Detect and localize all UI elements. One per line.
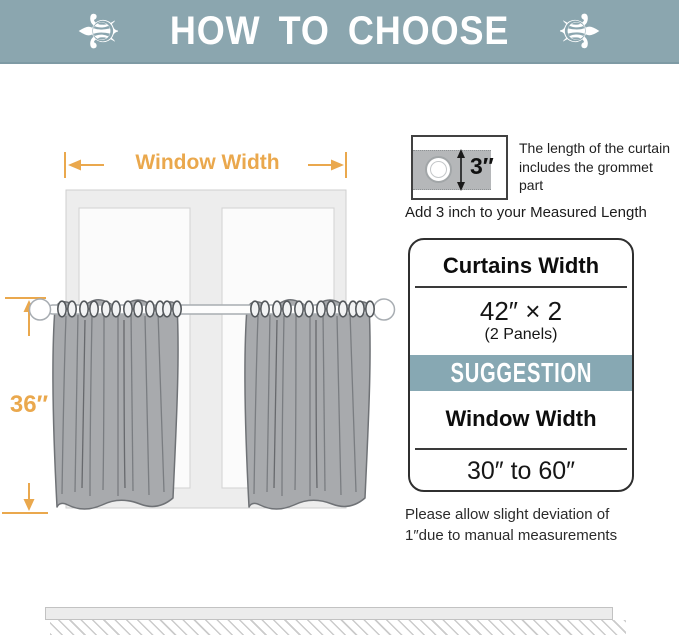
page-title: HOW TO CHOOSE: [169, 8, 510, 53]
grommet-depth-value: 3″: [470, 153, 494, 179]
curtain-height-label: 36″: [9, 391, 49, 418]
divider: [415, 448, 627, 450]
panels-note: (2 Panels): [484, 326, 558, 343]
floor-bar: [45, 607, 613, 620]
window-width-label: Window Width: [135, 151, 280, 174]
deviation-footnote: [405, 504, 673, 546]
curtain-panel-left: [53, 300, 178, 509]
window-width-value: 30″ to 60″: [466, 457, 576, 485]
floor-hatching: [50, 620, 626, 635]
header-banner: [0, 0, 679, 64]
grommet-hole: [430, 161, 447, 178]
suggestion-card: [408, 238, 634, 492]
deviation-footnote-line2: 1″due to manual measurements: [405, 527, 618, 544]
rod-finial-left: [30, 299, 51, 320]
window-curtain-illustration: [0, 130, 400, 560]
fleur-de-lis-icon: ⚜: [547, 6, 611, 56]
add-3-inch-note: Add 3 inch to your Measured Length: [405, 204, 647, 221]
divider: [415, 286, 627, 288]
rod-finial-right: [374, 299, 395, 320]
grommet-icon: [425, 156, 452, 183]
curtain-panel-right: [245, 300, 370, 509]
suggestion-badge: [410, 355, 632, 391]
suggestion-badge-label: SUGGESTION: [450, 357, 592, 388]
grommet-diagram: [411, 135, 508, 200]
deviation-footnote-line1: Please allow slight deviation of: [405, 506, 610, 523]
window-width-title: Window Width: [445, 406, 597, 431]
fleur-de-lis-icon: ⚜: [68, 6, 132, 56]
grommet-caption: The length of the curtain includes the grommet part: [519, 140, 670, 193]
curtains-width-title: Curtains Width: [442, 253, 600, 278]
vertical-arrow-icon: [455, 149, 467, 191]
curtains-width-value: 42″ × 2: [479, 296, 563, 326]
